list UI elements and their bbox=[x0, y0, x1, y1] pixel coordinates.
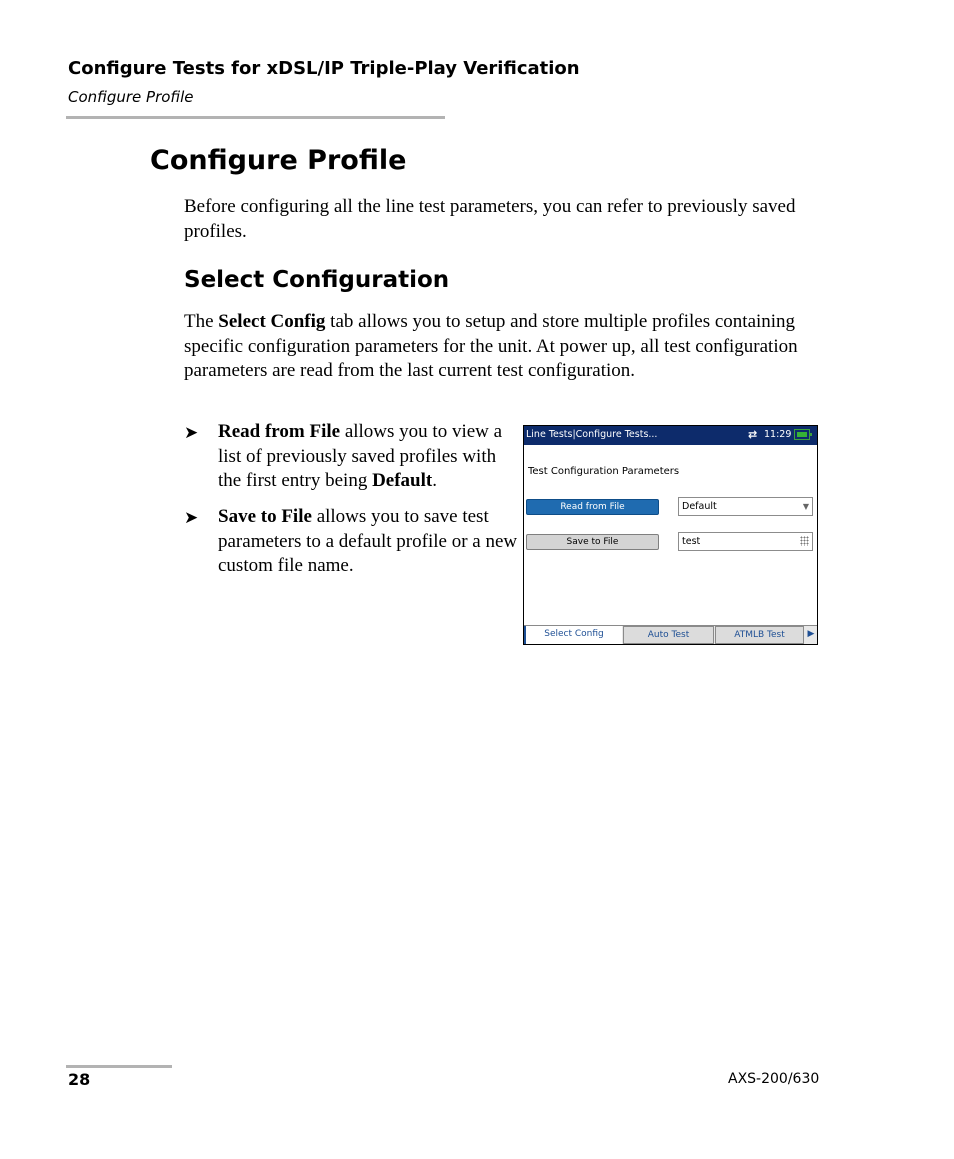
profile-value: Default bbox=[682, 501, 717, 512]
bullet-text: allows you to view a list of previously saved profiles with the first entry being bbox=[218, 421, 503, 491]
product-name: AXS-200/630 bbox=[728, 1071, 820, 1087]
bullet-arrow-icon: ➤ bbox=[184, 508, 199, 527]
select-config-paragraph bbox=[184, 310, 819, 384]
tab-bar bbox=[524, 625, 817, 645]
bullet-text: allows you to save test parameters to a default profile or a new custom file name. bbox=[218, 506, 518, 576]
bullet-bold: Save to File bbox=[218, 506, 312, 527]
bullet-bold: Read from File bbox=[218, 421, 341, 442]
bullet-bold-default: Default bbox=[372, 470, 433, 491]
profile-dropdown[interactable] bbox=[678, 497, 813, 516]
tab-auto-test[interactable]: Auto Test bbox=[623, 626, 714, 644]
section-heading: Select Configuration bbox=[184, 267, 450, 293]
para-pre: The bbox=[184, 311, 219, 332]
file-name-input[interactable] bbox=[678, 532, 813, 551]
intro-paragraph: Before configuring all the line test parameters, you can refer to previously saved profiles. bbox=[184, 196, 796, 242]
device-screenshot bbox=[523, 425, 818, 645]
device-title: Line Tests|Configure Tests... bbox=[526, 429, 658, 440]
page-heading: Configure Profile bbox=[150, 145, 407, 176]
save-to-file-button[interactable]: Save to File bbox=[526, 534, 659, 550]
section-label: Test Configuration Parameters bbox=[528, 466, 680, 477]
device-titlebar bbox=[524, 426, 817, 445]
page-number: 28 bbox=[68, 1070, 91, 1089]
para-post: tab allows you to setup and store multiple profiles containing specific configuration parameters for the unit. At power up, all test configuration parameters are read from the last current test configuration. bbox=[184, 311, 798, 381]
chevron-down-icon: ▼ bbox=[802, 502, 809, 511]
running-title: Configure Tests for xDSL/IP Triple-Play Verification bbox=[68, 58, 580, 79]
device-clock: 11:29 bbox=[764, 429, 792, 440]
running-subtitle: Configure Profile bbox=[68, 88, 194, 106]
bullet-save-to-file bbox=[218, 505, 518, 579]
tab-atmlb-test[interactable]: ATMLB Test bbox=[715, 626, 804, 644]
file-name-value: test bbox=[682, 536, 701, 547]
transfer-arrows-icon: ⇄ bbox=[748, 428, 758, 441]
footer-rule bbox=[66, 1065, 172, 1068]
read-from-file-button[interactable]: Read from File bbox=[526, 499, 659, 515]
bullet-arrow-icon: ➤ bbox=[184, 423, 199, 442]
bullet-read-from-file bbox=[218, 420, 518, 494]
tab-select-config[interactable]: Select Config bbox=[524, 626, 622, 644]
para-bold: Select Config bbox=[218, 311, 326, 332]
header-rule bbox=[66, 116, 445, 119]
keyboard-icon[interactable] bbox=[800, 536, 809, 546]
scroll-right-icon[interactable]: ▶ bbox=[807, 629, 815, 639]
battery-icon bbox=[794, 429, 810, 440]
bullet-tail: . bbox=[432, 470, 437, 491]
